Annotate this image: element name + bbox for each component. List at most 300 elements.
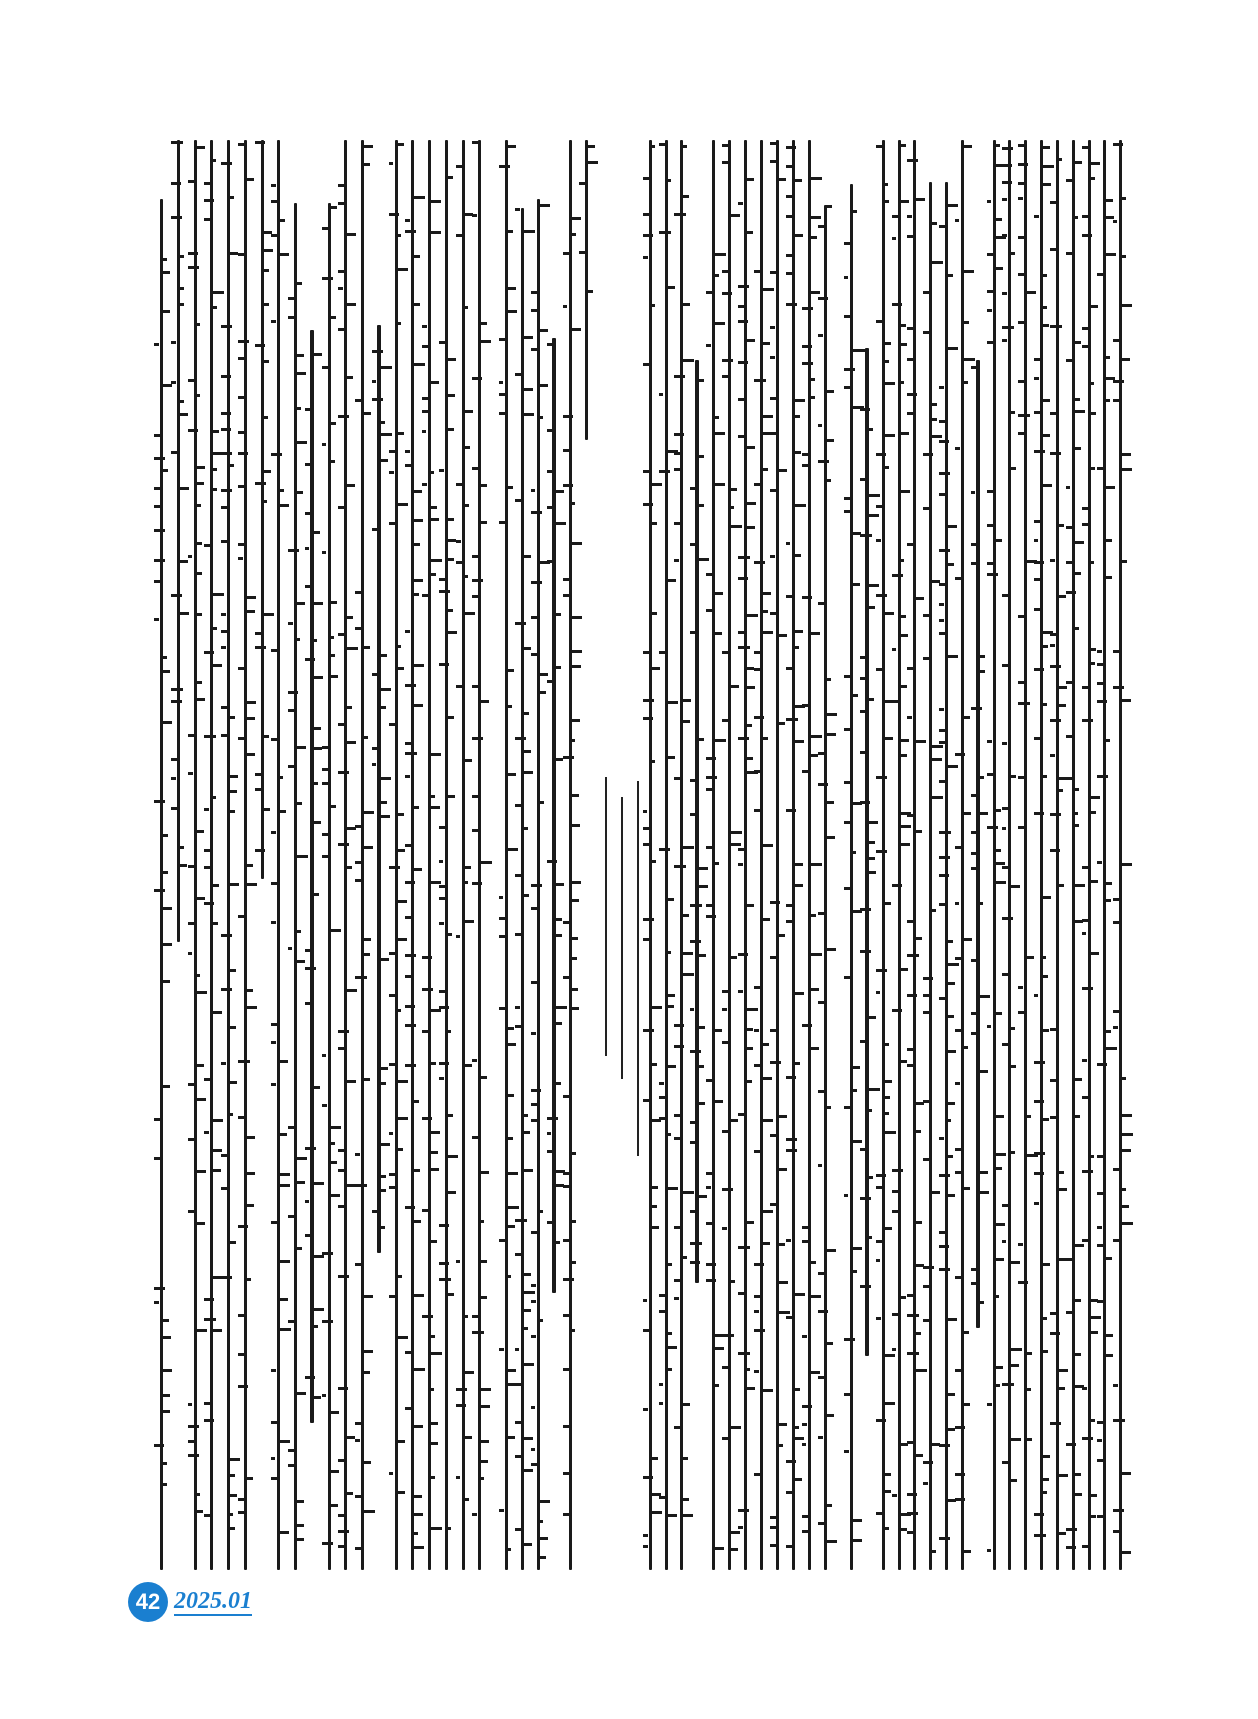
script-tick: [212, 488, 217, 491]
script-tick: [1121, 468, 1132, 471]
script-tick: [539, 561, 550, 564]
script-tick: [698, 455, 704, 458]
script-tick: [196, 991, 208, 994]
script-tick: [330, 805, 337, 808]
script-tick: [238, 1225, 248, 1228]
script-tick: [1105, 882, 1112, 885]
script-stroke: [695, 360, 699, 1284]
script-tick: [405, 844, 414, 847]
script-tick: [746, 757, 752, 760]
script-tick: [162, 310, 170, 313]
script-tick: [1121, 1205, 1129, 1208]
script-tick: [995, 1167, 1003, 1170]
script-tick: [852, 406, 864, 409]
script-tick: [221, 412, 231, 415]
script-tick: [963, 1331, 969, 1334]
script-tick: [188, 379, 198, 382]
script-tick: [746, 1047, 752, 1050]
script-tick: [900, 490, 910, 493]
script-tick: [1090, 305, 1098, 308]
script-tick: [507, 705, 512, 708]
script-tick: [1105, 576, 1112, 579]
script-tick: [380, 421, 385, 424]
script-tick: [246, 1172, 255, 1175]
script-tick: [1010, 1364, 1019, 1367]
script-tick: [947, 963, 959, 966]
script-tick: [204, 735, 216, 738]
script-tick: [667, 179, 671, 182]
script-tick: [204, 1419, 214, 1422]
script-tick: [539, 1520, 543, 1523]
script-tick: [464, 446, 471, 449]
script-tick: [746, 1008, 758, 1011]
script-tick: [296, 354, 304, 357]
script-tick: [188, 1454, 199, 1457]
script-tick: [413, 490, 421, 493]
script-tick: [746, 1387, 754, 1390]
script-tick: [762, 1119, 773, 1122]
script-tick: [464, 575, 468, 578]
script-tick: [1042, 1029, 1049, 1032]
script-tick: [995, 881, 1006, 884]
script-tick: [1058, 1387, 1066, 1390]
script-tick: [963, 270, 974, 273]
script-stroke: [929, 182, 932, 1570]
script-tick: [762, 592, 771, 595]
script-tick: [212, 1149, 221, 1152]
script-tick: [555, 1241, 560, 1244]
script-tick: [1121, 1077, 1126, 1080]
script-tick: [826, 205, 832, 208]
script-tick: [915, 740, 926, 743]
script-tick: [507, 848, 518, 851]
script-tick: [730, 506, 734, 509]
script-tick: [171, 700, 182, 703]
script-tick: [844, 368, 855, 371]
script-tick: [571, 937, 579, 940]
script-tick: [346, 376, 353, 379]
script-tick: [196, 572, 203, 575]
script-tick: [313, 1255, 324, 1258]
script-tick: [162, 1483, 167, 1486]
script-tick: [397, 938, 408, 941]
script-tick: [762, 288, 774, 291]
script-tick: [523, 336, 533, 339]
script-tick: [915, 198, 924, 201]
script-tick: [430, 1240, 437, 1243]
script-tick: [698, 738, 704, 741]
script-tick: [188, 266, 199, 269]
script-tick: [778, 469, 787, 472]
script-tick: [810, 1295, 821, 1298]
script-tick: [667, 1065, 677, 1068]
script-tick: [778, 1444, 783, 1447]
script-tick: [1121, 1114, 1131, 1117]
script-tick: [730, 1280, 735, 1283]
script-tick: [279, 1440, 290, 1443]
script-tick: [212, 627, 217, 630]
script-tick: [221, 489, 232, 492]
script-tick: [430, 1352, 442, 1355]
script-tick: [430, 1476, 435, 1479]
script-tick: [472, 377, 482, 380]
script-tick: [221, 325, 232, 328]
script-tick: [884, 1527, 889, 1530]
script-tick: [900, 739, 910, 742]
script-tick: [1090, 952, 1100, 955]
script-tick: [499, 1007, 508, 1010]
script-tick: [931, 222, 936, 225]
script-tick: [730, 488, 737, 491]
script-tick: [196, 1510, 203, 1513]
script-stroke: [976, 360, 980, 1328]
script-tick: [884, 902, 891, 905]
script-tick: [179, 864, 187, 867]
script-tick: [810, 1371, 820, 1374]
script-tick: [947, 765, 958, 768]
script-tick: [212, 884, 218, 887]
script-tick: [746, 771, 758, 774]
script-tick: [196, 613, 202, 616]
script-tick: [587, 161, 598, 164]
script-tick: [196, 1064, 205, 1067]
script-tick: [523, 1437, 533, 1440]
script-tick: [363, 1295, 373, 1298]
script-tick: [229, 1527, 235, 1530]
script-tick: [246, 610, 256, 613]
script-tick: [794, 1478, 802, 1481]
script-tick: [1026, 1154, 1038, 1157]
script-tick: [900, 144, 907, 147]
page-number-badge: 42: [128, 1582, 168, 1622]
script-tick: [363, 412, 371, 415]
script-tick: [571, 1152, 576, 1155]
script-tick: [571, 650, 583, 653]
script-tick: [1090, 796, 1101, 799]
script-tick: [363, 1078, 370, 1081]
script-tick: [947, 655, 958, 658]
script-tick: [196, 542, 203, 545]
script-tick: [499, 165, 510, 168]
script-tick: [439, 663, 449, 666]
script-tick: [380, 815, 391, 818]
script-tick: [947, 1155, 953, 1158]
script-tick: [931, 909, 936, 912]
script-tick: [246, 864, 253, 867]
script-tick: [464, 612, 475, 615]
script-tick: [794, 1437, 803, 1440]
script-tick: [507, 669, 514, 672]
script-tick: [714, 1334, 722, 1337]
script-tick: [682, 720, 690, 723]
script-tick: [523, 647, 532, 650]
script-tick: [995, 144, 1001, 147]
script-tick: [730, 685, 739, 688]
script-tick: [464, 1371, 475, 1374]
script-tick: [397, 1080, 408, 1083]
script-tick: [296, 1392, 306, 1395]
script-tick: [714, 739, 726, 742]
script-tick: [698, 885, 708, 888]
script-stroke: [744, 140, 747, 1570]
script-tick: [271, 738, 279, 741]
script-tick: [305, 408, 314, 411]
script-tick: [794, 992, 804, 995]
script-tick: [523, 750, 531, 753]
script-tick: [405, 1024, 416, 1027]
script-tick: [472, 1331, 483, 1334]
script-tick: [1074, 1299, 1082, 1302]
script-tick: [963, 1187, 970, 1190]
script-tick: [571, 1261, 576, 1264]
script-tick: [380, 688, 391, 691]
script-tick: [1105, 377, 1115, 380]
script-tick: [499, 381, 503, 384]
script-tick: [571, 1007, 579, 1010]
script-tick: [204, 651, 214, 654]
script-tick: [852, 1519, 862, 1522]
script-tick: [587, 290, 594, 293]
script-tick: [196, 146, 206, 149]
script-tick: [523, 1169, 533, 1172]
script-tick: [397, 645, 401, 648]
script-tick: [762, 1242, 770, 1245]
script-stroke: [776, 140, 779, 1570]
script-tick: [947, 204, 958, 207]
script-tick: [762, 432, 772, 435]
script-tick: [826, 678, 831, 681]
script-tick: [1121, 560, 1127, 563]
script-tick: [338, 771, 349, 774]
script-tick: [229, 464, 234, 467]
script-tick: [255, 482, 267, 485]
script-tick: [288, 691, 298, 694]
script-tick: [523, 1469, 533, 1472]
script-tick: [221, 1154, 230, 1157]
script-tick: [852, 349, 861, 352]
script-tick: [778, 1311, 790, 1314]
script-tick: [363, 1510, 375, 1513]
script-stroke: [377, 325, 381, 1253]
script-tick: [539, 204, 550, 207]
script-tick: [346, 647, 358, 650]
script-tick: [963, 381, 968, 384]
script-tick: [1090, 1155, 1095, 1158]
script-tick: [389, 952, 398, 955]
script-tick: [313, 727, 322, 730]
script-tick: [1074, 788, 1079, 791]
script-tick: [355, 825, 363, 828]
script-tick: [682, 973, 694, 976]
script-tick: [995, 1295, 999, 1298]
script-tick: [1010, 411, 1014, 414]
script-tick: [346, 616, 353, 619]
script-tick: [229, 1113, 233, 1116]
script-tick: [499, 1348, 504, 1351]
script-tick: [212, 452, 223, 455]
script-tick: [900, 559, 904, 562]
script-tick: [746, 614, 758, 617]
script-tick: [995, 539, 1002, 542]
script-stroke: [244, 140, 247, 1570]
script-tick: [571, 328, 581, 331]
script-tick: [162, 656, 167, 659]
script-tick: [794, 705, 805, 708]
script-tick: [255, 646, 266, 649]
script-tick: [571, 899, 580, 902]
script-stroke: [665, 140, 668, 1570]
script-tick: [979, 1171, 988, 1174]
script-tick: [746, 231, 753, 234]
script-tick: [667, 1187, 678, 1190]
script-tick: [212, 1011, 222, 1014]
script-tick: [1042, 975, 1048, 978]
script-tick: [698, 1195, 707, 1198]
script-tick: [1090, 382, 1095, 385]
script-tick: [900, 685, 907, 688]
script-tick: [844, 1338, 855, 1341]
script-tick: [338, 1169, 347, 1172]
script-tick: [884, 360, 889, 363]
script-tick: [507, 1172, 518, 1175]
script-tick: [884, 200, 889, 203]
script-tick: [162, 1319, 169, 1322]
script-tick: [1090, 162, 1101, 165]
script-tick: [1105, 1047, 1117, 1050]
script-tick: [794, 415, 800, 418]
script-tick: [322, 1320, 333, 1323]
script-tick: [322, 782, 331, 785]
script-tick: [346, 1080, 356, 1083]
script-tick: [196, 323, 201, 326]
script-tick: [884, 612, 894, 615]
script-tick: [447, 394, 456, 397]
script-tick: [762, 1389, 773, 1392]
script-tick: [979, 1191, 989, 1194]
script-tick: [682, 195, 688, 198]
script-tick: [154, 580, 161, 583]
script-tick: [1058, 595, 1066, 598]
script-tick: [778, 1423, 787, 1426]
script-tick: [900, 1296, 906, 1299]
script-tick: [884, 1473, 891, 1476]
script-tick: [507, 1383, 517, 1386]
script-tick: [447, 933, 453, 936]
script-tick: [1058, 686, 1067, 689]
script-tick: [963, 1403, 971, 1406]
script-tick: [279, 1184, 290, 1187]
script-tick: [322, 366, 331, 369]
script-tick: [380, 958, 389, 961]
script-tick: [196, 698, 206, 701]
script-tick: [995, 1384, 1001, 1387]
script-tick: [413, 1220, 420, 1223]
script-tick: [995, 164, 1002, 167]
script-tick: [456, 483, 465, 486]
script-tick: [1042, 775, 1047, 778]
script-tick: [397, 1009, 402, 1012]
script-tick: [523, 413, 534, 416]
script-tick: [762, 737, 768, 740]
script-tick: [447, 428, 455, 431]
script-tick: [826, 439, 834, 442]
script-tick: [229, 1513, 233, 1516]
script-tick: [447, 716, 454, 719]
script-stroke: [395, 140, 398, 1570]
script-tick: [507, 1369, 516, 1372]
script-tick: [430, 795, 435, 798]
script-tick: [1121, 255, 1126, 258]
script-tick: [868, 1088, 880, 1091]
script-tick: [915, 1264, 924, 1267]
script-tick: [447, 1030, 452, 1033]
script-tick: [472, 829, 481, 832]
script-tick: [162, 1336, 171, 1339]
script-tick: [507, 1225, 515, 1228]
script-tick: [571, 502, 576, 505]
script-tick: [422, 397, 431, 400]
script-tick: [1105, 199, 1113, 202]
script-tick: [884, 1096, 890, 1099]
script-tick: [154, 434, 162, 437]
script-tick: [523, 827, 528, 830]
script-tick: [154, 457, 165, 460]
script-tick: [330, 654, 336, 657]
script-tick: [507, 310, 517, 313]
script-tick: [439, 826, 448, 829]
script-tick: [363, 1461, 371, 1464]
script-tick: [188, 1138, 198, 1141]
script-tick: [472, 882, 482, 885]
script-stroke: [411, 140, 414, 1570]
script-tick: [762, 468, 768, 471]
script-tick: [389, 522, 398, 525]
script-tick: [852, 1539, 862, 1542]
script-tick: [571, 824, 580, 827]
script-tick: [397, 900, 408, 903]
script-tick: [1074, 341, 1081, 344]
script-tick: [979, 812, 989, 815]
script-tick: [196, 394, 200, 397]
script-tick: [422, 410, 431, 413]
script-tick: [1042, 1317, 1047, 1320]
script-tick: [746, 1368, 750, 1371]
script-tick: [1090, 1515, 1097, 1518]
script-tick: [212, 796, 216, 799]
script-tick: [154, 889, 165, 892]
script-tick: [1058, 704, 1066, 707]
script-tick: [915, 597, 924, 600]
script-tick: [499, 935, 506, 938]
script-tick: [868, 514, 879, 517]
script-tick: [810, 1047, 819, 1050]
script-tick: [447, 1293, 454, 1296]
script-tick: [698, 1065, 704, 1068]
script-tick: [900, 634, 909, 637]
script-tick: [389, 213, 399, 216]
script-tick: [447, 518, 454, 521]
script-tick: [571, 542, 582, 545]
script-tick: [1105, 216, 1114, 219]
script-tick: [571, 217, 581, 220]
script-tick: [499, 393, 507, 396]
script-tick: [555, 490, 564, 493]
script-tick: [1090, 412, 1096, 415]
script-tick: [931, 418, 937, 421]
script-tick: [204, 1078, 213, 1081]
script-tick: [279, 1060, 287, 1063]
script-tick: [1010, 1438, 1021, 1441]
